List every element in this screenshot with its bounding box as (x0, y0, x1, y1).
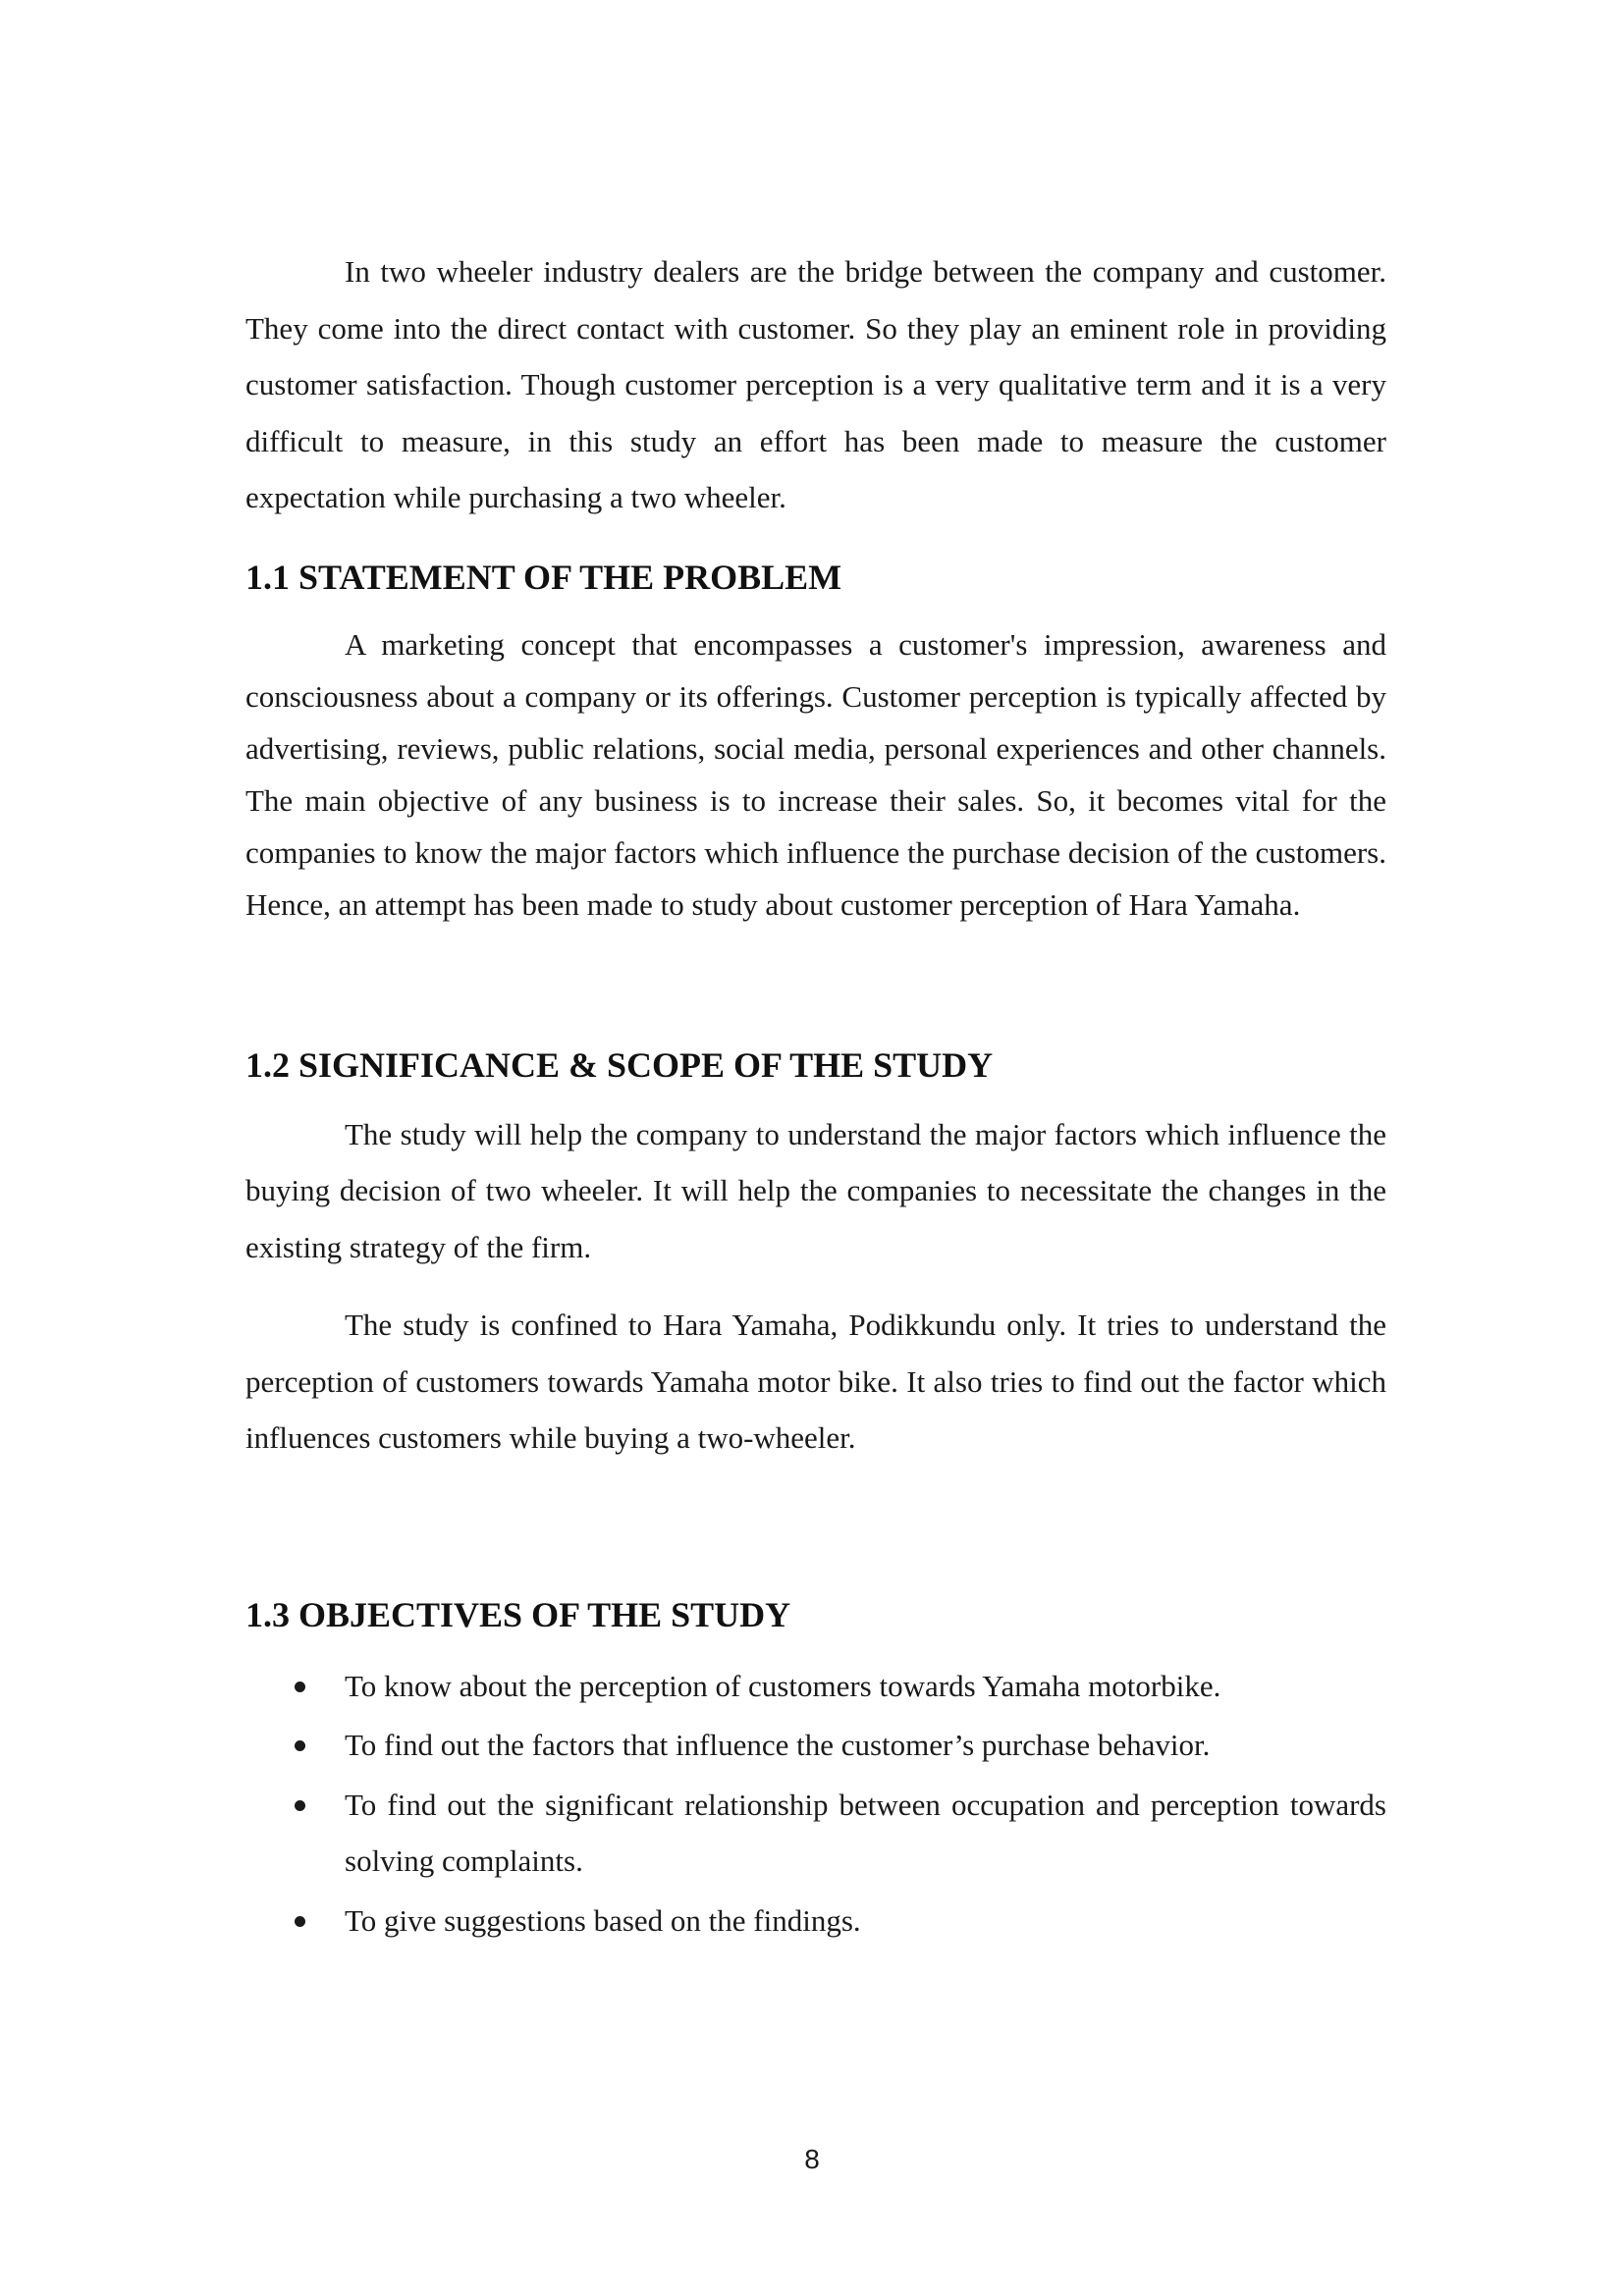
bullet-icon (295, 1800, 305, 1811)
section-title-objectives: 1.3 OBJECTIVES OF THE STUDY (245, 1594, 791, 1634)
statement-of-problem-paragraph: A marketing concept that encompasses a customer's impression, awareness and consciousness about a company or its offerings. Customer perception is typically affected by advertising, reviews, public relations, social media, personal experiences and other channels. The main objective of any business is to increase their sales. So, it becomes vital for the companies to know the major factors which influence the purchase decision of the customers. Hence, an attempt has been made to study about customer perception of Hara Yamaha. (245, 626, 1386, 922)
objective-text: To find out the factors that influence the customer’s purchase behavior. (345, 1728, 1211, 1762)
document-page (245, 243, 1386, 1951)
objectives-list (245, 1658, 1386, 1949)
section-title-significance-scope: 1.2 SIGNIFICANCE & SCOPE OF THE STUDY (245, 1044, 994, 1085)
objective-text: To find out the significant relationship between occupation and perception towards solving complaints. (345, 1787, 1386, 1878)
significance-paragraph: The study will help the company to understand the major factors which influence the buying decision of two wheeler. It will help the companies to necessitate the changes in the existing strategy of the firm. (245, 1116, 1386, 1264)
scope-paragraph: The study is confined to Hara Yamaha, Podikkundu only. It tries to understand the perception of customers towards Yamaha motor bike. It also tries to find out the factor which influences customers while buying a two-wheeler. (245, 1308, 1386, 1455)
objective-text: To know about the perception of customers towards Yamaha motorbike. (345, 1668, 1221, 1703)
section-title-statement-of-problem: 1.1 STATEMENT OF THE PROBLEM (245, 557, 842, 597)
bullet-icon (295, 1916, 305, 1927)
list-item (245, 1893, 1386, 1949)
intro-paragraph: In two wheeler industry dealers are the bridge between the company and customer. They come into the direct contact with customer. So they play an eminent role in providing customer satisfaction. Though customer perception is a very qualitative term and it is a very difficult to measure, in this study an effort has been made to measure the customer expectation while purchasing a two wheeler. (245, 254, 1386, 514)
list-item (245, 1658, 1386, 1715)
objective-text: To give suggestions based on the findings. (345, 1902, 861, 1938)
page-number: 8 (804, 2144, 820, 2174)
bullet-icon (295, 1740, 305, 1751)
list-item (245, 1777, 1386, 1890)
list-item (245, 1717, 1386, 1774)
bullet-icon (295, 1682, 305, 1692)
